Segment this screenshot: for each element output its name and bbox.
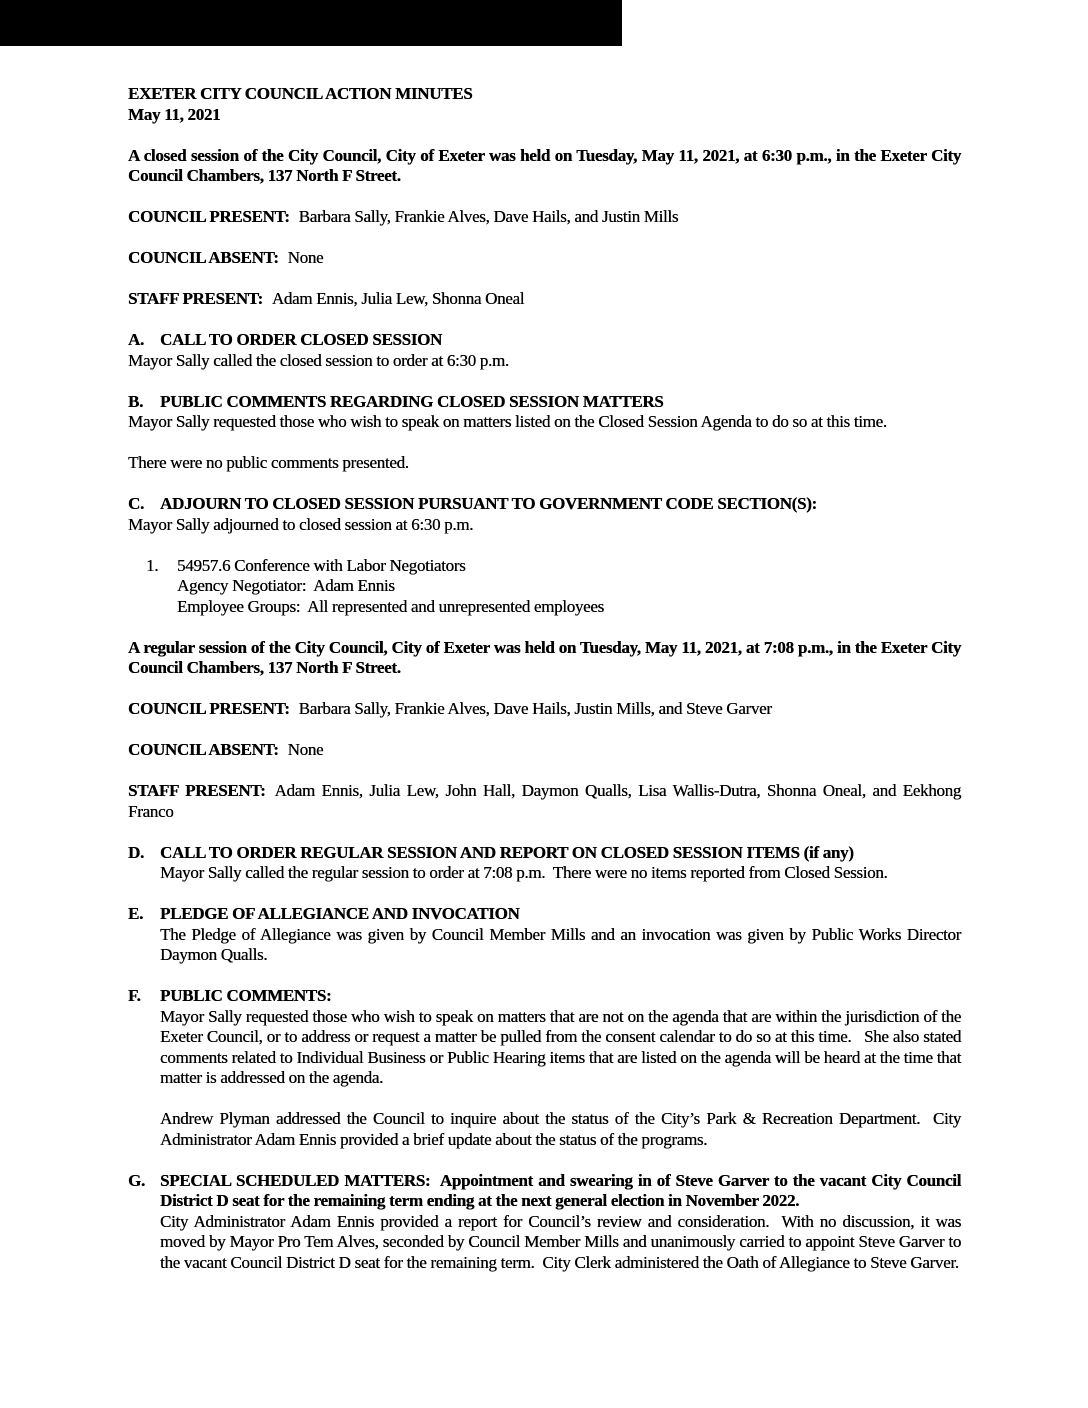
section-f-letter: F.: [128, 986, 141, 1005]
regular-session-intro: A regular session of the City Council, City of Exeter was held on Tuesday, May 11, 2021, at 7:08 p.m., in the Exeter City Council Chambers, 137 North F Street.: [128, 637, 965, 677]
labor-item-title-row: [146, 556, 961, 577]
labor-item-employee-groups: Employee Groups: All represented and unrepresented employees: [177, 596, 604, 616]
regular-staff-present-names: Adam Ennis, Julia Lew, John Hall, Daymon Qualls, Lisa Wallis-Dutra, Shonna Oneal, and Eekhong Franco: [128, 781, 965, 821]
closed-session-intro: A closed session of the City Council, City of Exeter was held on Tuesday, May 11, 2021, at 6:30 p.m., in the Exeter City Council Chambers, 137 North F Street.: [128, 145, 965, 185]
council-present-label: COUNCIL PRESENT:: [128, 207, 290, 226]
labor-item-agency-negotiator: Agency Negotiator: Adam Ennis: [177, 576, 395, 595]
section-f-note: Andrew Plyman addressed the Council to inquire about the status of the City’s Park & Recreation Department. City Administrator Adam Ennis provided a brief update about the status of the programs.: [160, 1109, 965, 1149]
section-b-note: There were no public comments presented.: [128, 453, 409, 472]
section-d-body: Mayor Sally called the regular session to order at 7:08 p.m. There were no items reported from Closed Session.: [160, 863, 888, 882]
section-f-heading: PUBLIC COMMENTS:: [160, 986, 332, 1005]
closed-staff-present-row: [128, 289, 961, 310]
closed-council-present-row: [128, 207, 961, 228]
closed-council-absent-value: None: [287, 248, 324, 267]
section-c: [128, 494, 961, 535]
section-f-heading-row: [128, 986, 961, 1007]
section-d-letter: D.: [128, 842, 144, 862]
labor-item-number: 1.: [146, 555, 159, 575]
section-b-heading-row: [128, 392, 961, 413]
section-b-heading: PUBLIC COMMENTS REGARDING CLOSED SESSION MATTERS: [160, 391, 664, 411]
section-c-heading: ADJOURN TO CLOSED SESSION PURSUANT TO GOVERNMENT CODE SECTION(S):: [160, 494, 817, 513]
section-e-letter: E.: [128, 904, 143, 923]
regular-staff-present-row: [128, 781, 965, 822]
regular-council-present-row: [128, 699, 961, 720]
section-g-heading-row: [128, 1170, 965, 1212]
staff-present-label: STAFF PRESENT:: [128, 289, 263, 308]
regular-council-absent-row: [128, 740, 961, 761]
labor-negotiation-item: [128, 556, 961, 618]
section-f-body: Mayor Sally requested those who wish to speak on matters that are not on the agenda that are within the jurisdiction of the Exeter Council, or to address or request a matter be pulled from the consent calendar to do so at this time. She also stated comments related to Individual Business or Public Hearing items that are listed on the agenda will be heard at the time that matter is addressed on the agenda.: [160, 1006, 965, 1087]
section-e: [128, 904, 965, 966]
section-f: [128, 986, 965, 1089]
section-a-heading-row: [128, 330, 961, 351]
section-b-body: Mayor Sally requested those who wish to speak on matters listed on the Closed Session Agenda to do so at this time.: [128, 412, 887, 431]
section-c-heading-row: [128, 494, 961, 515]
closed-staff-present-names: Adam Ennis, Julia Lew, Shonna Oneal: [271, 289, 525, 308]
section-a-letter: A.: [128, 330, 144, 349]
section-a-heading: CALL TO ORDER CLOSED SESSION: [160, 330, 442, 349]
section-c-body: Mayor Sally adjourned to closed session at 6:30 p.m.: [128, 514, 474, 534]
section-d: [128, 843, 961, 884]
section-e-heading: PLEDGE OF ALLEGIANCE AND INVOCATION: [160, 904, 520, 923]
staff-present-label-2: STAFF PRESENT:: [128, 781, 266, 800]
regular-council-present-names: Barbara Sally, Frankie Alves, Dave Hails, Justin Mills, and Steve Garver: [298, 699, 772, 718]
section-b: [128, 392, 961, 433]
section-a: [128, 330, 961, 371]
section-e-heading-row: [128, 904, 961, 925]
document-title: EXETER CITY COUNCIL ACTION MINUTES: [128, 84, 473, 103]
section-d-heading: CALL TO ORDER REGULAR SESSION AND REPORT ON CLOSED SESSION ITEMS (if any): [160, 842, 854, 862]
scan-artifact-bar: [0, 0, 622, 46]
section-b-letter: B.: [128, 391, 143, 411]
section-c-letter: C.: [128, 494, 144, 513]
section-g-heading: SPECIAL SCHEDULED MATTERS: Appointment and swearing in of Steve Garver to the vacant City Council District D seat for the remaining term ending at the next general election in November 2022.: [160, 1170, 965, 1210]
section-g-letter: G.: [128, 1170, 145, 1190]
document-date: May 11, 2021: [128, 104, 221, 124]
section-d-heading-row: [128, 843, 961, 864]
council-absent-label: COUNCIL ABSENT:: [128, 248, 279, 267]
closed-council-absent-row: [128, 248, 961, 269]
document-header: [128, 84, 961, 125]
council-absent-label-2: COUNCIL ABSENT:: [128, 740, 279, 759]
council-present-label-2: COUNCIL PRESENT:: [128, 699, 290, 718]
section-e-body: The Pledge of Allegiance was given by Council Member Mills and an invocation was given by Public Works Director Daymon Qualls.: [160, 924, 965, 964]
section-g: [128, 1170, 965, 1274]
document-content: [128, 84, 965, 1273]
regular-council-absent-value: None: [287, 740, 324, 759]
section-g-body: City Administrator Adam Ennis provided a report for Council’s review and consideration. With no discussion, it was moved by Mayor Pro Tem Alves, seconded by Council Member Mills and unanimously carried to appoint Steve Garver to the vacant Council District D seat for the remaining term. City Clerk administered the Oath of Allegiance to Steve Garver.: [160, 1211, 965, 1272]
section-a-body: Mayor Sally called the closed session to order at 6:30 p.m.: [128, 350, 509, 370]
labor-item-title: 54957.6 Conference with Labor Negotiators: [177, 555, 466, 575]
closed-council-present-names: Barbara Sally, Frankie Alves, Dave Hails, and Justin Mills: [298, 207, 679, 226]
